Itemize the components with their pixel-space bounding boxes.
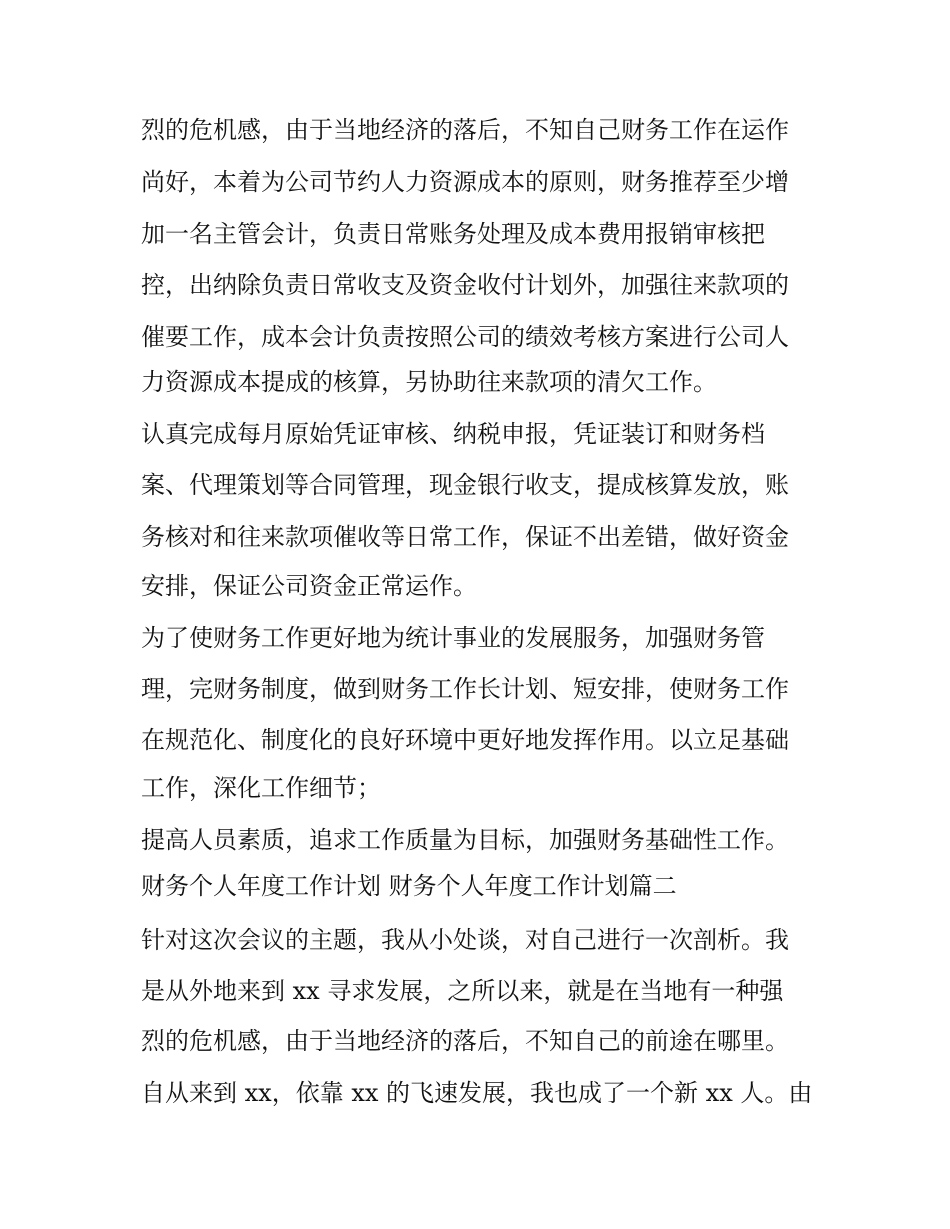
text-line: 务核对和往来款项催收等日常工作，保证不出差错，做好资金 xyxy=(141,523,789,551)
text-line: 催要工作，成本会计负责按照公司的绩效考核方案进行公司人 xyxy=(141,323,789,351)
text-line: 为了使财务工作更好地为统计事业的发展服务，加强财务管 xyxy=(141,624,765,652)
text-line: 提高人员素质，追求工作质量为目标，加强财务基础性工作。 xyxy=(141,826,789,854)
text-line: 在规范化、制度化的良好环境中更好地发挥作用。以立足基础 xyxy=(141,726,789,754)
text-line: 力资源成本提成的核算，另协助往来款项的清欠工作。 xyxy=(141,368,717,396)
text-line: 认真完成每月原始凭证审核、纳税申报，凭证装订和财务档 xyxy=(141,420,765,448)
text-line: 加一名主管会计，负责日常账务处理及成本费用报销审核把 xyxy=(141,220,765,248)
text-line: 理，完财务制度，做到财务工作长计划、短安排，使财务工作 xyxy=(141,675,789,703)
text-line: 案、代理策划等合同管理，现金银行收支，提成核算发放，账 xyxy=(141,471,789,499)
text-line: 尚好，本着为公司节约人力资源成本的原则，财务推荐至少增 xyxy=(141,168,789,196)
text-line: 烈的危机感，由于当地经济的落后，不知自己财务工作在运作 xyxy=(141,116,789,144)
text-line: 财务个人年度工作计划 财务个人年度工作计划篇二 xyxy=(141,872,677,900)
text-line: 控，出纳除负责日常收支及资金收付计划外，加强往来款项的 xyxy=(141,271,789,299)
text-line: 自从来到 xx，依靠 xx 的飞速发展，我也成了一个新 xx 人。由 xyxy=(141,1079,813,1107)
text-line: 是从外地来到 xx 寻求发展，之所以来，就是在当地有一种强 xyxy=(141,977,784,1005)
text-line: 安排，保证公司资金正常运作。 xyxy=(141,572,477,600)
text-line: 工作，深化工作细节； xyxy=(141,774,381,802)
text-line: 针对这次会议的主题，我从小处谈，对自己进行一次剖析。我 xyxy=(141,926,789,954)
text-line: 烈的危机感，由于当地经济的落后，不知自己的前途在哪里。 xyxy=(141,1027,789,1055)
